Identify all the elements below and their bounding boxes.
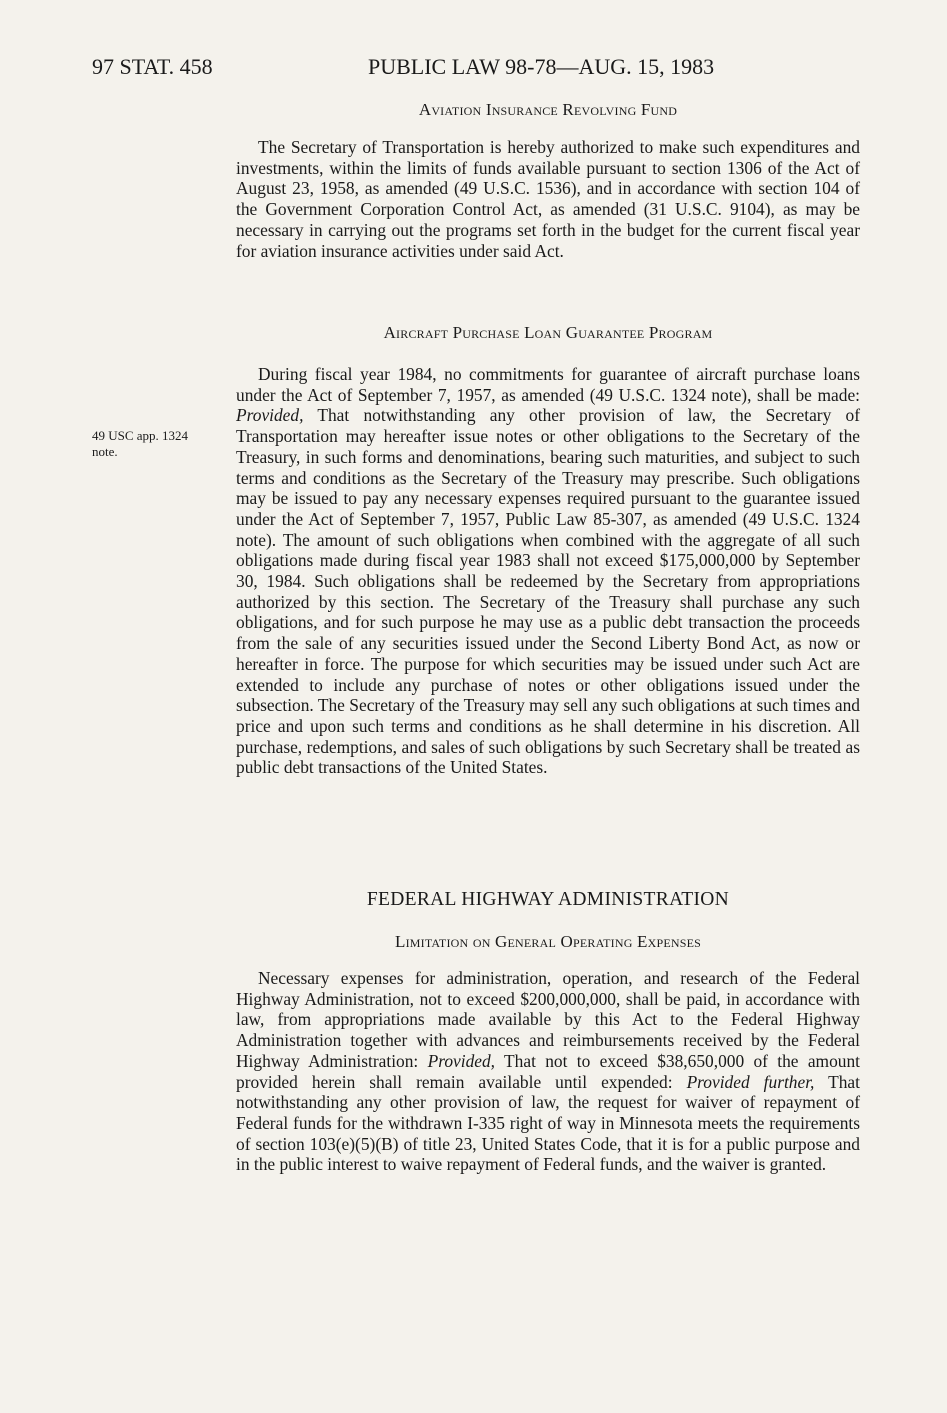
margin-citation-line-2: note.: [92, 444, 118, 459]
margin-citation-line-1: 49 USC app. 1324: [92, 428, 189, 443]
aircraft-text-1: During fiscal year 1984, no commitments for guarantee of aircraft purchase loans under the Act of September 7, 1957, as amended (49 U.S.C. 1324 note), shall be made:: [236, 364, 860, 405]
fhwa-heading: FEDERAL HIGHWAY ADMINISTRATION: [366, 889, 730, 910]
fhwa-paragraph: [236, 968, 860, 1175]
aircraft-text-2: That notwithstanding any other provision of law, the Secretary of Transportation may hereafter issue notes or other obligations to the Secretary of the Treasury, in such forms and denominations, bearing such maturities, and subject to such terms and conditions as the Secretary of the Treasury may prescribe. Such obligations may be issued to pay any necessary expenses required pursuant to the guarantee issued under the Act of September 7, 1957, Public Law 85-307, as amended (49 U.S.C. 1324 note). The amount of such obligations when combined with the aggregate of all such obligations made during fiscal year 1983 shall not exceed $175,000,000 by September 30, 1984. Such obligations shall be redeemed by the Secretary from appropriations authorized by this section. The Secretary of the Treasury shall purchase any such obligations, and for such purpose he may use as a public debt transaction the proceeds from the sale of any securities issued under the Second Liberty Bond Act, as now or hereafter in force. The purpose for which securities may be issued under such Act are extended to include any purchase of notes or other obligations issued under the subsection. The Secretary of the Treasury may sell any such obligations at such times and price and upon such terms and conditions as he shall determine in his discretion. All purchase, redemptions, and sales of such obligations by such Secretary shall be treated as public debt transactions of the United States.: [236, 405, 860, 778]
fhwa-text-2: That not to exceed $38,650,000 of the amount provided herein shall remain available until expended:: [236, 1050, 860, 1092]
fhwa-text-1: Necessary expenses for administration, operation, and research of the Federal Highway Administration, not to exceed $200,000,000, shall be paid, in accordance with law, from appropriations made available by this Act to the Federal Highway Administration together with advances and reimbursements received by the Federal Highway Administration:: [236, 968, 860, 1071]
margin-citation: [92, 428, 232, 460]
stat-page-number: 97 STAT. 458: [92, 54, 213, 79]
running-header: [92, 54, 852, 84]
aircraft-heading: Aircraft Purchase Loan Guarantee Program: [383, 323, 713, 342]
aviation-heading: Aviation Insurance Revolving Fund: [418, 100, 678, 119]
aviation-paragraph: The Secretary of Transportation is hereby authorized to make such expenditures and investments, within the limits of funds available pursuant to section 1306 of the Act of August 23, 1958, as amended (49 U.S.C. 1536), and in accordance with section 104 of the Government Corporation Control Act, as amended (31 U.S.C. 9104), as may be necessary in carrying out the programs set forth in the budget for the current fiscal year for aviation insurance activities under said Act.: [236, 137, 860, 261]
fhwa-provided-further-italic: Provided further,: [686, 1071, 815, 1092]
aircraft-provided-italic: Provided,: [236, 405, 304, 426]
fhwa-provided-italic: Provided,: [427, 1050, 496, 1071]
law-title: PUBLIC LAW 98-78—AUG. 15, 1983: [368, 54, 715, 79]
aircraft-paragraph: [236, 364, 860, 778]
limitation-heading: Limitation on General Operating Expenses: [394, 932, 702, 951]
fhwa-text-3: That notwithstanding any other provision of law, the request for waiver of repayment of Federal funds for the withdrawn I-335 right of way in Minnesota meets the requirements of section 103(e)(5)(B) of title 23, United States Code, that it is for a public purpose and in the public interest to waive repayment of Federal funds, and the waiver is granted.: [236, 1071, 860, 1175]
